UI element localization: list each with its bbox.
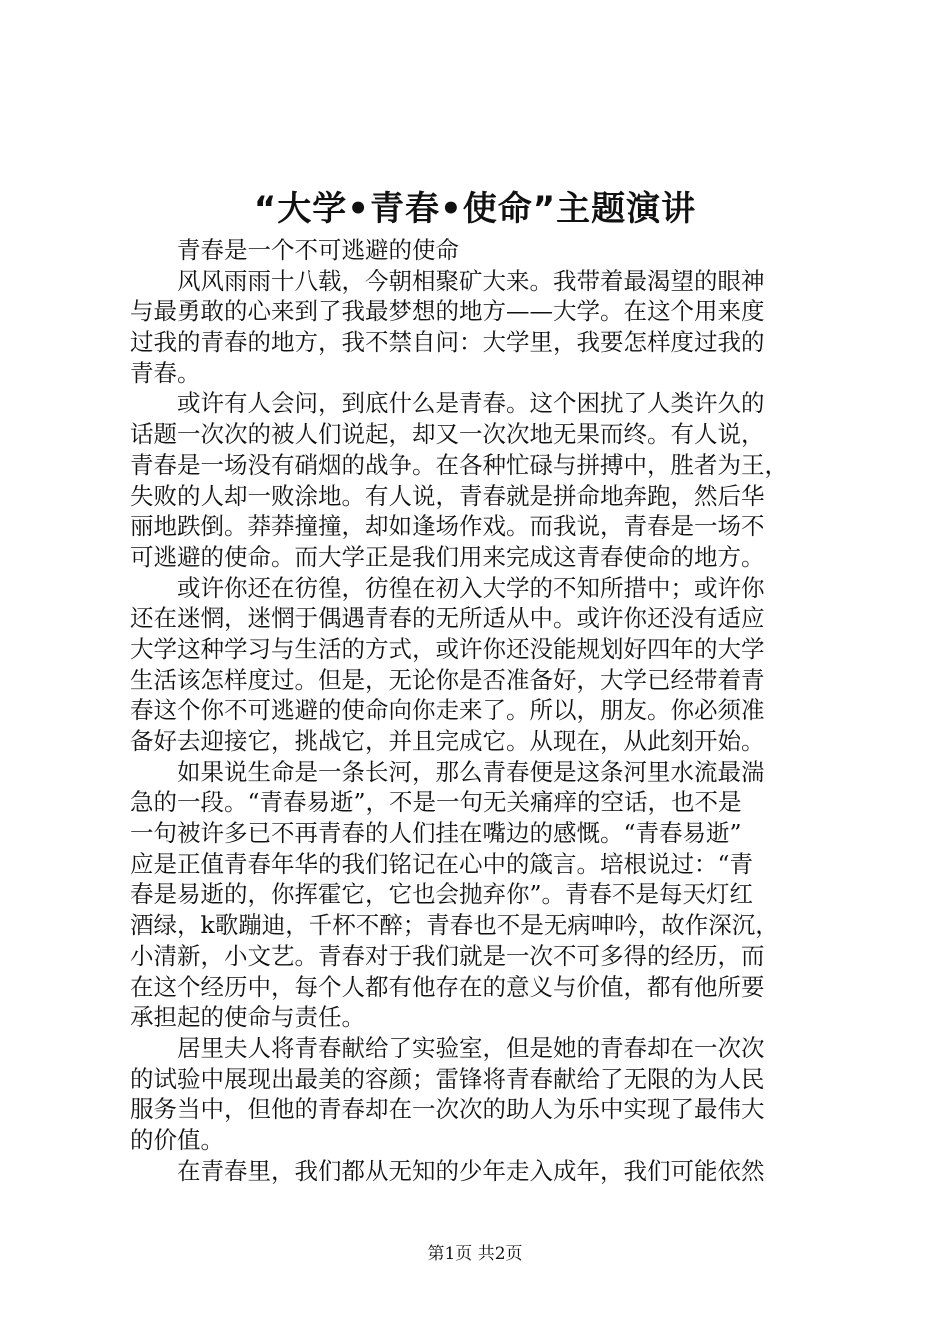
document-title: “大学•青春•使命”主题演讲 xyxy=(253,189,697,229)
text-line: 春是易逝的，你挥霍它，它也会抛弃你”。青春不是每天灯红 xyxy=(130,880,754,909)
text-line: 丽地跌倒。莽莽撞撞，却如逢场作戏。而我说，青春是一场不 xyxy=(130,512,765,541)
text-line: 大学这种学习与生活的方式，或许你还没能规划好四年的大学 xyxy=(130,634,765,663)
text-line: 话题一次次的被人们说起，却又一次次地无果而终。有人说， xyxy=(130,420,765,449)
text-line: 与最勇敢的心来到了我最梦想的地方——大学。在这个用来度 xyxy=(130,297,765,326)
text-line: 在青春里，我们都从无知的少年走入成年，我们可能依然 xyxy=(130,1156,765,1185)
text-line: 青春是一场没有硝烟的战争。在各种忙碌与拼搏中，胜者为王， xyxy=(130,450,788,479)
text-line: 的价值。 xyxy=(130,1125,224,1154)
text-line: 还在迷惘，迷惘于偶遇青春的无所适从中。或许你还没有适应 xyxy=(130,604,765,633)
text-line: 备好去迎接它，挑战它，并且完成它。从现在，从此刻开始。 xyxy=(130,727,765,755)
text-line: 服务当中，但他的青春却在一次次的助人为乐中实现了最伟大 xyxy=(130,1095,765,1124)
text-line: 急的一段。“青春易逝”，不是一句无关痛痒的空话，也不是 xyxy=(130,788,742,817)
text-line: 酒绿，k歌蹦迪，千杯不醉；青春也不是无病呻吟，故作深沉， xyxy=(130,911,779,940)
text-line: 或许有人会问，到底什么是青春。这个困扰了人类许久的 xyxy=(130,389,765,418)
text-line: 或许你还在彷徨，彷徨在初入大学的不知所措中；或许你 xyxy=(130,573,765,602)
page-footer: 第1页 共2页 xyxy=(427,1244,523,1264)
text-line: 一句被许多已不再青春的人们挂在嘴边的感慨。“青春易逝” xyxy=(130,819,742,848)
text-line: 青春。 xyxy=(130,358,201,387)
text-line: 失败的人却一败涂地。有人说，青春就是拼命地奔跑，然后华 xyxy=(130,481,765,510)
text-line: 在这个经历中，每个人都有他存在的意义与价值，都有他所要 xyxy=(130,972,765,1001)
text-line: 可逃避的使命。而大学正是我们用来完成这青春使命的地方。 xyxy=(130,542,765,571)
text-line: 风风雨雨十八载，今朝相聚矿大来。我带着最渴望的眼神 xyxy=(130,266,765,295)
text-line: 青春是一个不可逃避的使命 xyxy=(130,236,459,264)
text-line: 小清新，小文艺。青春对于我们就是一次不可多得的经历，而 xyxy=(130,941,765,970)
text-line: 的试验中展现出最美的容颜；雷锋将青春献给了无限的为人民 xyxy=(130,1064,765,1093)
document-body xyxy=(130,235,830,1186)
text-line: 如果说生命是一条长河，那么青春便是这条河里水流最湍 xyxy=(130,757,765,786)
text-line: 承担起的使命与责任。 xyxy=(130,1003,365,1032)
text-line: 应是正值青春年华的我们铭记在心中的箴言。培根说过：“青 xyxy=(130,849,754,878)
text-line: 居里夫人将青春献给了实验室，但是她的青春却在一次次 xyxy=(130,1033,765,1062)
text-line: 生活该怎样度过。但是，无论你是否准备好，大学已经带着青 xyxy=(130,665,765,694)
text-line: 过我的青春的地方，我不禁自问：大学里，我要怎样度过我的 xyxy=(130,328,765,357)
text-line: 春这个你不可逃避的使命向你走来了。所以，朋友。你必须准 xyxy=(130,696,765,725)
